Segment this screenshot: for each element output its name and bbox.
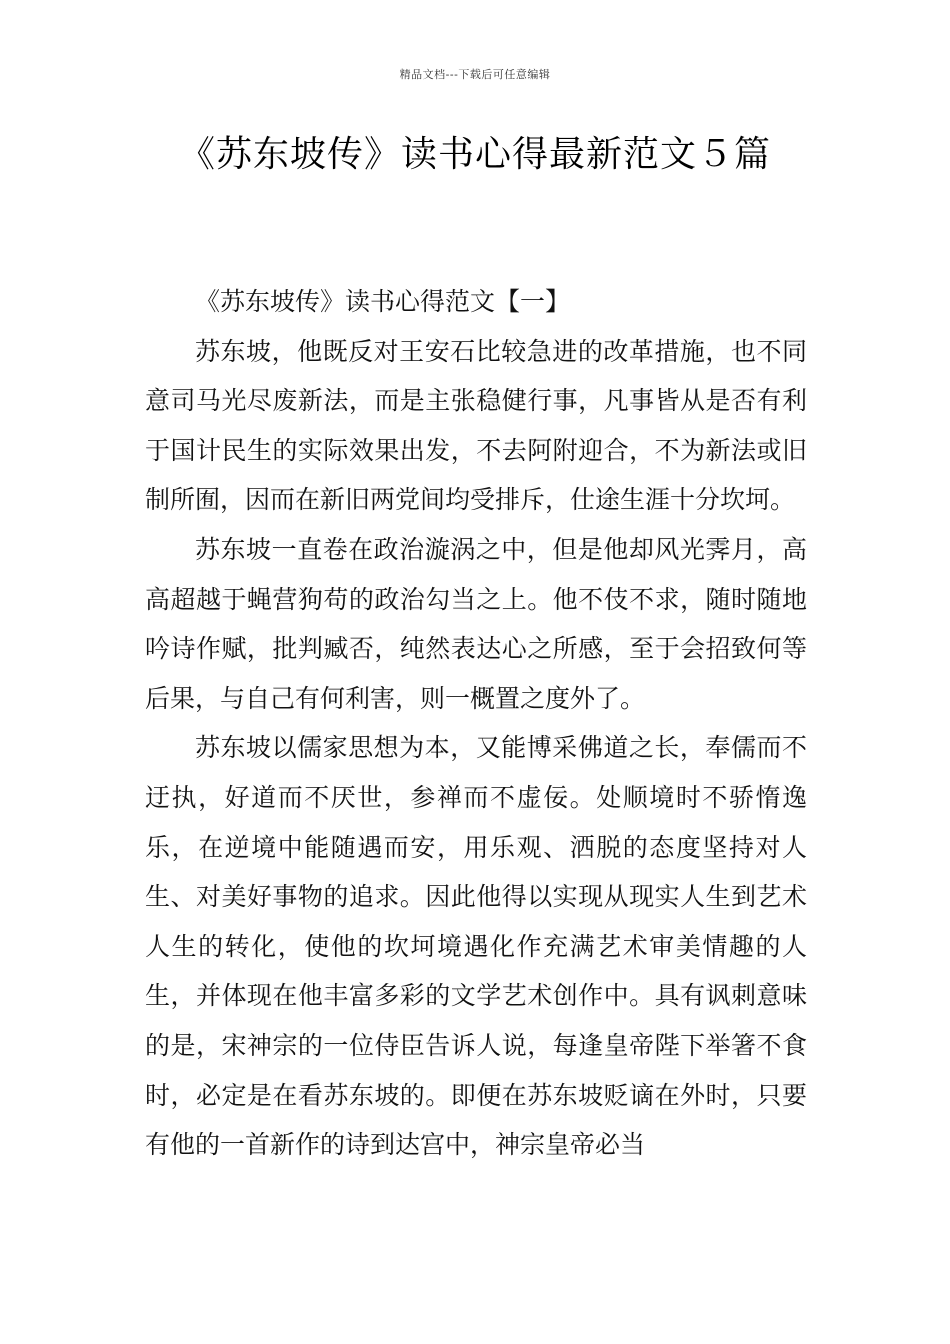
header-note: 精品文档---下载后可任意编辑 bbox=[399, 68, 551, 81]
document-title: 《苏东坡传》读书心得最新范文５篇 bbox=[178, 134, 771, 175]
paragraph-2: 苏东坡一直卷在政治漩涡之中，但是他却风光霁月，高高超越于蝇营狗苟的政治勾当之上。他不伎不求，随时随地吟诗作赋，批判臧否，纯然表达心之所感，至于会招致何等后果，与自己有何利害，则一概置之度外了。 bbox=[145, 534, 807, 713]
paragraph-3: 苏东坡以儒家思想为本，又能博采佛道之长，奉儒而不迂执，好道而不厌世，参禅而不虚佞。处顺境时不骄惰逸乐，在逆境中能随遇而安，用乐观、洒脱的态度坚持对人生、对美好事物的追求。因此他得以实现从现实人生到艺术人生的转化，使他的坎坷境遇化作充满艺术审美情趣的人生，并体现在他丰富多彩的文学艺术创作中。具有讽刺意味的是，宋神宗的一位侍臣告诉人说，每逢皇帝陛下举箸不食时，必定是在看苏东坡的。即便在苏东坡贬谪在外时，只要有他的一首新作的诗到达宫中，神宗皇帝必当 bbox=[145, 733, 807, 1160]
paragraph-1: 苏东坡，他既反对王安石比较急进的改革措施，也不同意司马光尽废新法，而是主张稳健行事，凡事皆从是否有利于国计民生的实际效果出发，不去阿附迎合，不为新法或旧制所囿，因而在新旧两党间均受排斥，仕途生涯十分坎坷。 bbox=[145, 336, 807, 515]
section-heading: 《苏东坡传》读书心得范文【一】 bbox=[195, 287, 571, 316]
document-body bbox=[145, 277, 807, 1170]
